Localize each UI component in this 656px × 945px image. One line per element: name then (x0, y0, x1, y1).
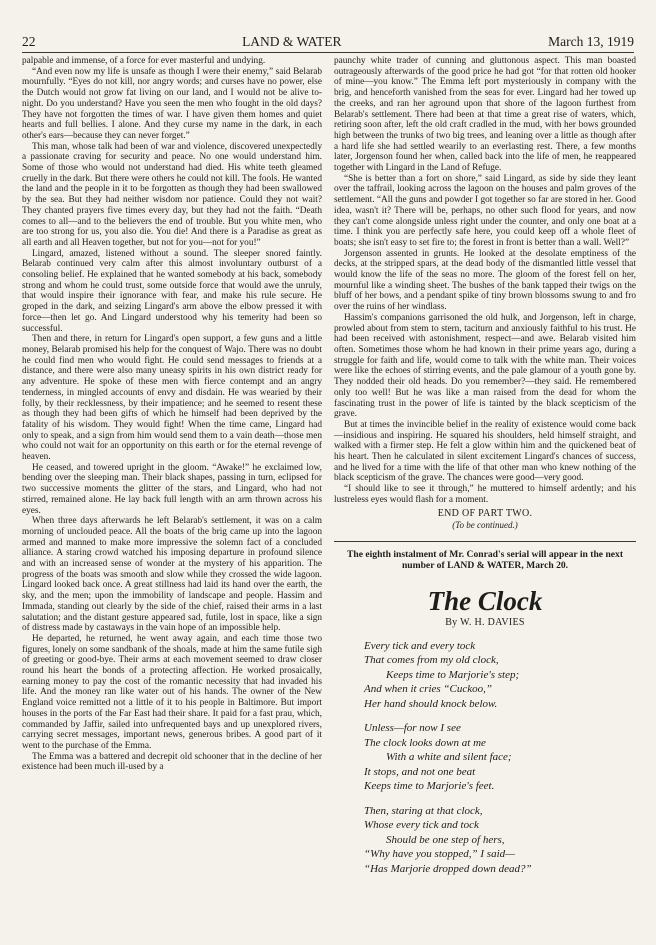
poem-stanza (334, 804, 636, 877)
poem-body (334, 639, 636, 877)
poem-line: Should be one step of hers, (386, 833, 505, 846)
poem-stanza (334, 721, 636, 794)
poem-line: Every tick and every tock (364, 639, 476, 652)
poem-line: The clock looks down at me (364, 736, 486, 749)
paragraph: “She is better than a fort on shore,” said Lingard, as side by side they leant over the taffrail, looking across the lagoon on the houses and palm groves of the settlement. “All the guns and powder I got together so far are stored in her. Good idea, wasn't it? There will be, perhaps, no other such flood for years, and now they can't come alongside unless right under the counter, and only one boat at a time. I think you are perfectly safe here, you could keep off a whole fleet of boats; she isn't easy to set fire to; the forest in front is better than a wall. Well?” (334, 173, 636, 248)
poem-title: The Clock (427, 585, 543, 616)
serial-notice: The eighth instalment of Mr. Conrad's serial will appear in the next number of LAND & WATER, March 20. (346, 548, 624, 572)
page-number: 22 (22, 34, 36, 49)
poem-line: And when it cries “Cuckoo,” (364, 683, 493, 696)
poem-line: “Has Marjorie dropped down dead?” (364, 862, 532, 875)
poem-line: Unless—for now I see (364, 722, 461, 735)
paragraph: “I should like to see it through,” he muttered to himself ardently; and his lustreless eyes would flash for a moment. (334, 484, 636, 505)
paragraph: But at times the invincible belief in the reality of existence would come back—insidious and inspiring. He squared his shoulders, held himself straight, and walked with a firmer step. He felt a glow within him and the quickened beat of his heart. Then he calculated in silent excitement Lingard's chances of success, and he lived for a time with the life of that other man who knew nothing of the black scepticism of the grave. The chances were good—very good. (334, 419, 636, 484)
poem-byline: By W. H. DAVIES (445, 616, 525, 628)
paragraph: When three days afterwards he left Belarab's settlement, it was on a calm morning of unclouded peace. All the boats of the brig came up into the lagoon armed and manned to make more impressive the solemn fact of a concluded alliance. A staring crowd watched his imposing departure in profound silence and with an increased sense of wonder at the mystery of his apparition. The progress of the boats was smooth and slow while they crossed the wide lagoon. Lingard looked back once. A great stillness had laid its hand over the earth, the sky, and the men; upon the immobility of landscape and people. Hassim and Immada, standing out clearly by the side of the chief, raised their arms in a last salutation; and the distant gesture appeared sad, futile, lost in space, like a sign of distress made by castaways in the vain hope of an impossible help. (22, 516, 322, 634)
poem-line: That comes from my old clock, (364, 654, 499, 667)
poem-line: Keeps time to Marjorie's feet. (364, 780, 495, 793)
poem-line: Whose every tick and tock (364, 819, 479, 832)
issue-date: March 13, 1919 (548, 34, 634, 49)
poem-line: It stops, and not one beat (364, 765, 476, 778)
poem-line: Her hand should knock below. (364, 697, 498, 710)
left-column (22, 56, 322, 934)
paragraph: This man, whose talk had been of war and violence, discovered unexpectedly a passionate craving for security and peace. No one would understand him. Some of those who would not understand had died. His white teeth gleamed cruelly in the dark. But there were others he could not kill. The fools. He wanted the land and the people in it to be forgotten as though they had been swallowed by the sea. But they had neither wisdom nor patience. Could they not wait? They chanted prayers five times every day, but they had not the faith. “Death comes to all—and to the believers the end of trouble. But you white men, who are too strong for us, you also die. You die! And there is a Paradise as great as all earth and all Heaven together, but not for you—not for you!” (22, 141, 322, 248)
end-of-part: END OF PART TWO. (437, 507, 533, 519)
page-header (22, 28, 634, 50)
poem-line: Keeps time to Marjorie's step; (386, 668, 520, 681)
paragraph: “And even now my life is unsafe as though I were their enemy,” said Belarab mournfully. “Eyes do not kill, nor angry words; and curses have no power, else the Dutch would not grow fat living on our land, and I would not be alive to-night. Do you understand? Have you seen the men who fought in the old days? They have not forgotten the times of war. I have given them homes and quiet hearts and full bellies. I alone. And they curse my name in the dark, in each other's ears—because they can never forget.” (22, 66, 322, 141)
poem-line: Then, staring at that clock, (364, 804, 483, 817)
paragraph: Hassim's companions garrisoned the old hulk, and Jorgenson, left in charge, prowled about from stem to stern, taciturn and anxiously faithful to his trust. He had been received with astonishment, respect—and awe. Belarab visited him often. Sometimes those whom he had known in their prime years ago, during a struggle for faith and life, would come to talk with the white man. Their voices were like the echoes of stirring events, and the pale glamour of a youth gone by. They nodded their old heads. Do you remember?—they said. He remembered only too well! But he was like a man raised from the dead for whom the fascinating trust in the power of life is tainted by the black scepticism of the grave. (334, 312, 636, 420)
section-divider (334, 541, 636, 542)
header-rule (22, 52, 634, 53)
right-column (334, 56, 636, 934)
paragraph: Then and there, in return for Lingard's open support, a few guns and a little money, Belarab promised his help for the conquest of Wajo. There was no doubt he could find men who would fight. He could send messages to friends at a distance, and there were also many uneasy spirits in his own district ready for any adventure. He spoke of these men with fierce contempt and an angry tenderness, in mingled accounts of envy and disdain. He was wearied by their folly, by their recklessness, by their impatience; and he seemed to resent these as though they had been gifts of which he himself had been deprived by the fatality of his wisdom. They would fight! When the time came, Lingard had only to speak, and a sign from him would send them to a vain death—those men who could not wait for an opportunity on this earth or for the eternal revenge of heaven. (22, 334, 322, 463)
paragraph: He ceased, and towered upright in the gloom. “Awake!” he exclaimed low, bending over the sleeping man. Their black shapes, passing in turn, eclipsed for two successive moments the glitter of the stars, and Lingard, who had not stirred, remained alone. He lay back full length with an arm thrown across his eyes. (22, 462, 322, 516)
continued-note: (To be continued.) (452, 520, 518, 531)
paragraph: Jorgenson assented in grunts. He looked at the desolate emptiness of the decks, at the stripped spars, at the dead body of the dismantled little vessel that would know the life of the seas no more. The gloom of the forest fell on her, mournful like a winding sheet. The bushes of the bank tapped their twigs on the bluff of her bows, and a pendant spike of tiny brown blossoms swung to and fro over the ruins of her windlass. (334, 248, 636, 313)
paragraph: He departed, he returned, he went away again, and each time those two figures, lonely on some sandbank of the shoals, made at him the same futile sigh of greeting or good-bye. Their arms at each movement seemed to draw closer round his heart the bonds of a protecting affection. He worked prosaically, earning money to pay the cost of the romantic necessity that had invaded his life. And the money ran like water out of his hands. The owner of the New England voice remitted not a little of it to his people in Baltimore. But import houses in the ports of the Far East had their share. It paid for a fast prau, which, commanded by Jaffir, sailed into unfrequented bays and up unexplored rivers, carrying secret messages, important news, generous bribes. A good part of it went to the purchase of the Emma. (22, 633, 322, 751)
poem-line: “Why have you stopped,” I said— (364, 848, 515, 861)
paragraph: The Emma was a battered and decrepit old schooner that in the decline of her existence had been much ill-used by a (22, 751, 322, 773)
paragraph: Lingard, amazed, listened without a sound. The sleeper snored faintly. Belarab continued very calm after this almost involuntary outburst of a consoling belief. He explained that he wanted somebody at his back, somebody strong and whom he could trust, some outside force that would awe the unruly, that would inspire their ignorance with fear, and make his rule secure. He groped in the dark, and seizing Lingard's arm above the elbow pressed it with force—then let go. And Lingard understood why his temerity had been so successful. (22, 248, 322, 334)
poem-line: With a white and silent face; (386, 751, 512, 764)
publication-title: LAND & WATER (242, 34, 342, 49)
paragraph: palpable and immense, of a force for ever masterful and undying. (22, 56, 266, 66)
paragraph: paunchy white trader of cunning and gluttonous aspect. This man boasted outrageously afterwards of the good price he had got “for that rotten old hooker of mine—you know.” The Emma left port mysteriously in company with the brig, and henceforth vanished from the seas for ever. Lingard had her towed up the creeks, and ran her aground upon that shore of the lagoon furthest from Belarab's settlement. There had been at that time a great rise of waters, which, retiring soon after, left the old craft cradled in the mud, with her bows grounded high between the trunks of two big trees, and leaning over a little as though after a hard life she had settled wearily to an everlasting rest. There, a few months later, Jorgenson found her when, called back into the life of men, he reappeared together with Lingard in the Land of Refuge. (334, 56, 636, 174)
poem-stanza (334, 639, 636, 712)
